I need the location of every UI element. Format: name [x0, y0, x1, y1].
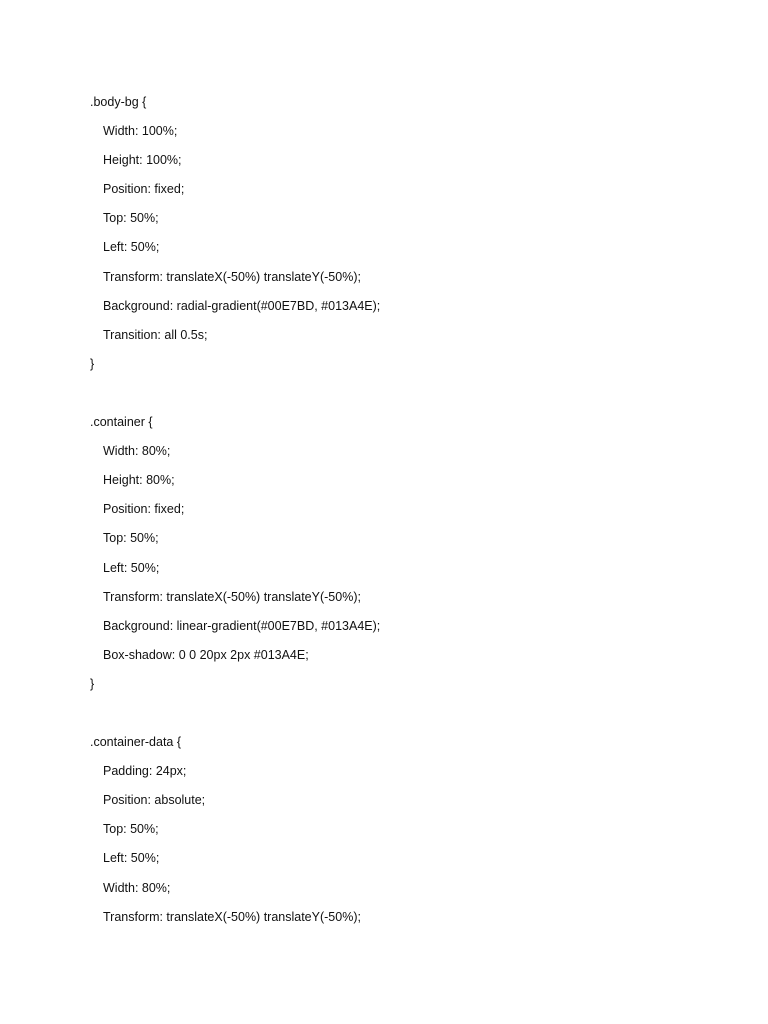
css-property-line: Position: absolute; [103, 793, 206, 808]
css-property-line: Width: 100%; [103, 124, 178, 139]
css-property-line: Left: 50%; [103, 851, 160, 866]
css-property-line: Background: linear-gradient(#00E7BD, #013A4E); [103, 618, 381, 633]
document-body [90, 88, 730, 932]
css-property-line: Height: 100%; [103, 153, 182, 168]
css-property-line: Background: radial-gradient(#00E7BD, #013A4E); [103, 298, 381, 313]
css-selector-line: .container-data { [90, 735, 182, 750]
css-property-line: Transform: translateX(-50%) translateY(-50%); [103, 909, 361, 924]
css-property-line: Position: fixed; [103, 502, 185, 517]
css-selector-line: .container { [90, 415, 153, 430]
css-selector-line: .body-bg { [90, 95, 147, 109]
css-property-line: Position: fixed; [103, 182, 185, 197]
css-property-line: Top: 50%; [103, 822, 159, 837]
css-property-line: Height: 80%; [103, 473, 175, 488]
css-property-line: Left: 50%; [103, 560, 160, 575]
css-closing-brace: } [90, 676, 95, 691]
blank-line [90, 379, 730, 408]
css-closing-brace: } [90, 356, 95, 371]
css-property-line: Top: 50%; [103, 531, 159, 546]
css-property-line: Box-shadow: 0 0 20px 2px #013A4E; [103, 647, 309, 662]
css-property-line: Transform: translateX(-50%) translateY(-50%); [103, 269, 361, 284]
css-property-line: Width: 80%; [103, 880, 171, 895]
blank-line [90, 699, 730, 728]
css-property-line: Width: 80%; [103, 444, 171, 459]
css-property-line: Left: 50%; [103, 240, 160, 255]
css-property-line: Top: 50%; [103, 211, 159, 226]
css-property-line: Transform: translateX(-50%) translateY(-50%); [103, 589, 361, 604]
css-property-line: Transition: all 0.5s; [103, 327, 208, 342]
css-property-line: Padding: 24px; [103, 764, 187, 779]
